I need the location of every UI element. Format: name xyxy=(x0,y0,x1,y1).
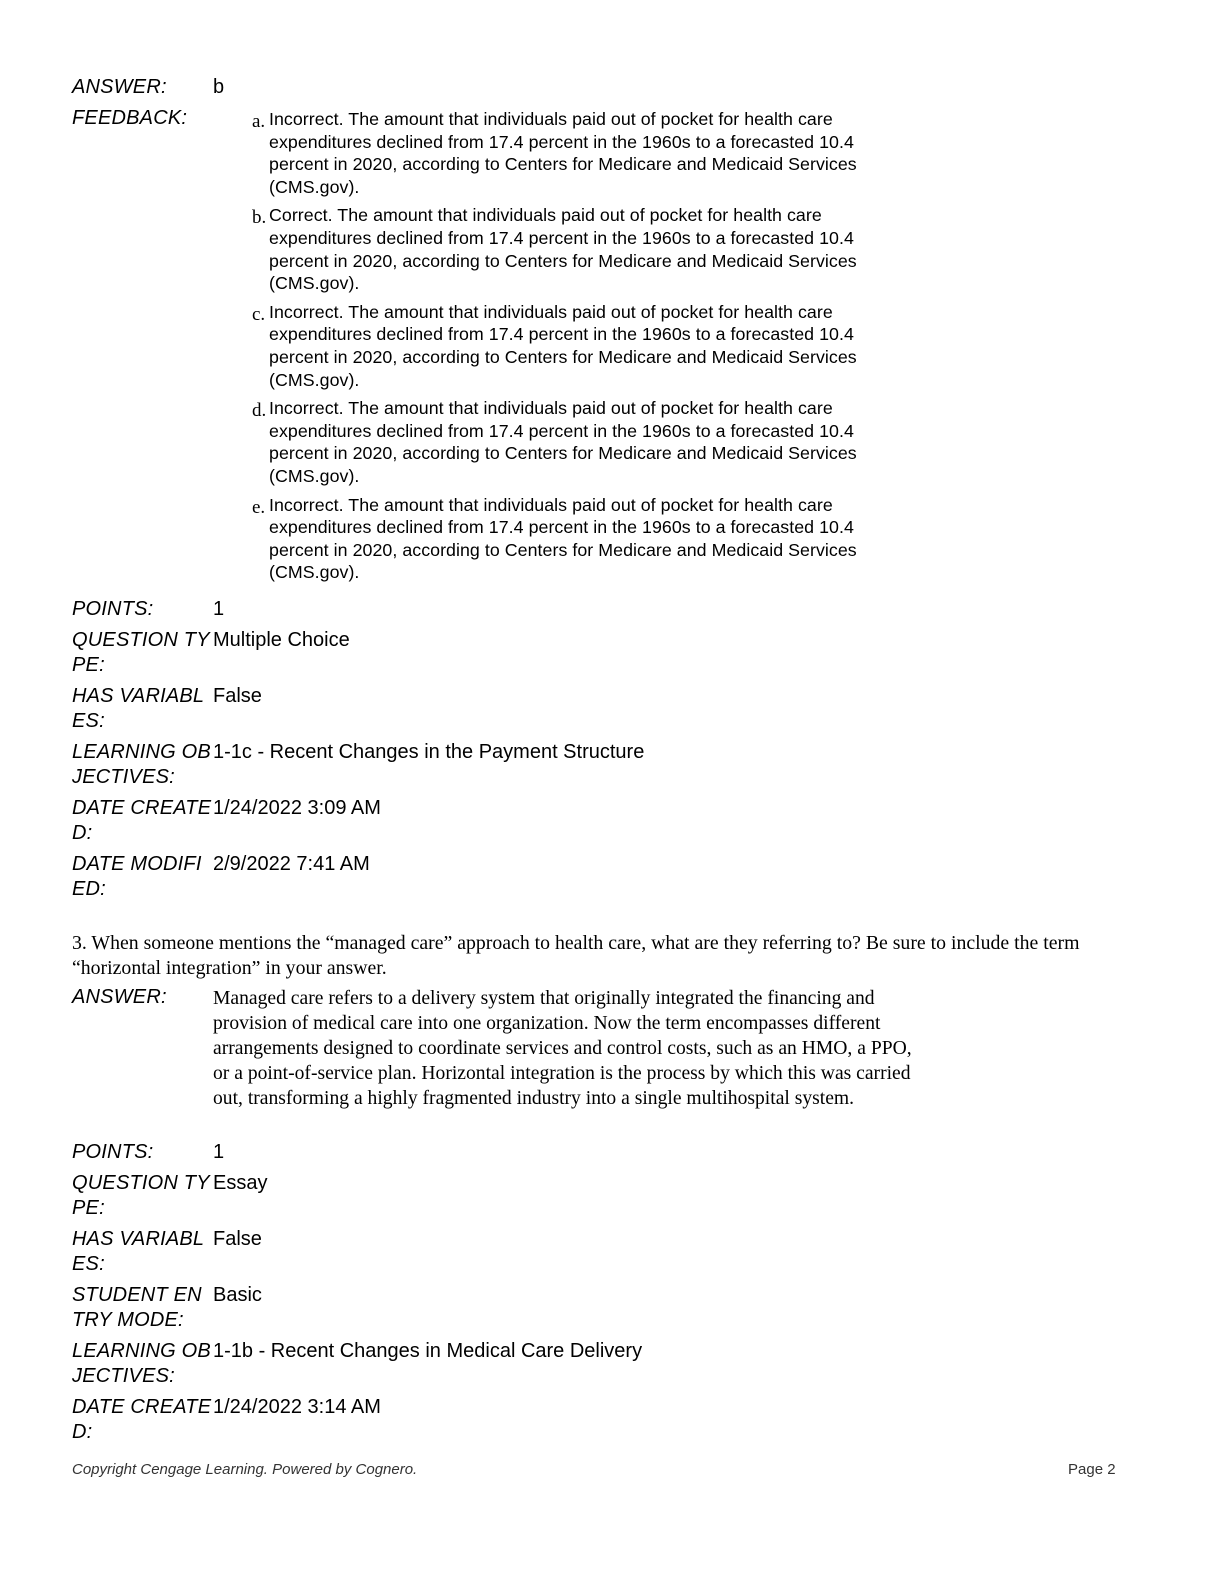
date-created-value: 1/24/2022 3:14 AM xyxy=(213,1396,381,1418)
q3-answer-row xyxy=(72,985,1152,1135)
q2-answer-row xyxy=(72,75,1152,100)
learning-objectives-value: 1-1b - Recent Changes in Medical Care Delivery xyxy=(213,1340,643,1362)
feedback-item-a xyxy=(252,108,892,198)
q3-points-row xyxy=(72,1140,1152,1165)
feedback-item-e xyxy=(252,494,892,584)
q2-has-variables-row xyxy=(72,684,1152,734)
q3-question-type-row xyxy=(72,1171,1152,1221)
essay-answer-text: Managed care refers to a delivery system that originally integrated the financing and provision of medical care into one organization. Now the term encompasses different arrangements designed to coordinate services and control costs, such as an HMO, a PPO, or a point-of-service plan. Horizontal integration is the process by which this was carried out, transforming a highly fragmented industry into a single multihospital system. xyxy=(213,988,912,1109)
q3-has-variables-row xyxy=(72,1227,1152,1277)
learning-objectives-value: 1-1c - Recent Changes in the Payment Structure xyxy=(213,741,645,763)
points-value: 1 xyxy=(213,1141,225,1163)
q3-student-entry-mode-row xyxy=(72,1283,1152,1333)
question-type-value: Essay xyxy=(213,1172,268,1194)
feedback-text: Incorrect. The amount that individuals paid out of pocket for health care expenditures declined from 17.4 percent in the 1960s to a forecasted 10.4 percent in 2020, according to Centers for Medicare and Medicaid Services (CMS.gov). xyxy=(269,301,857,390)
feedback-text: Incorrect. The amount that individuals paid out of pocket for health care expenditures declined from 17.4 percent in the 1960s to a forecasted 10.4 percent in 2020, according to Centers for Medicare and Medicaid Services (CMS.gov). xyxy=(269,494,857,583)
date-modified-label: DATE MODIFIED: xyxy=(72,853,202,900)
has-variables-value: False xyxy=(213,1228,262,1250)
q2-points-row xyxy=(72,597,1152,622)
feedback-text: Correct. The amount that individuals paid out of pocket for health care expenditures declined from 17.4 percent in the 1960s to a forecasted 10.4 percent in 2020, according to Centers for Medicare and Medicaid Services (CMS.gov). xyxy=(269,205,857,294)
question-type-label: QUESTION TYPE: xyxy=(72,1172,210,1219)
footer-copyright: Copyright Cengage Learning. Powered by Cognero. xyxy=(72,1461,418,1478)
feedback-text: Incorrect. The amount that individuals paid out of pocket for health care expenditures declined from 17.4 percent in the 1960s to a forecasted 10.4 percent in 2020, according to Centers for Medicare and Medicaid Services (CMS.gov). xyxy=(269,398,857,486)
student-entry-mode-value: Basic xyxy=(213,1284,262,1306)
learning-objectives-label: LEARNING OBJECTIVES: xyxy=(72,1340,211,1387)
feedback-letter: c. xyxy=(252,303,266,325)
feedback-item-b xyxy=(252,204,887,294)
has-variables-label: HAS VARIABLES: xyxy=(72,1228,205,1275)
feedback-item-d xyxy=(252,397,892,487)
feedback-text: Incorrect. The amount that individuals paid out of pocket for health care expenditures declined from 17.4 percent in the 1960s to a forecasted 10.4 percent in 2020, according to Centers for Medicare and Medicaid Services (CMS.gov). xyxy=(269,109,857,197)
answer-value: b xyxy=(213,76,225,98)
q2-feedback-row xyxy=(72,106,1152,596)
answer-label: ANSWER: xyxy=(72,76,167,98)
feedback-label: FEEDBACK: xyxy=(72,107,188,129)
has-variables-value: False xyxy=(213,685,262,707)
learning-objectives-label: LEARNING OBJECTIVES: xyxy=(72,741,211,788)
date-created-label: DATE CREATED: xyxy=(72,797,212,844)
footer-page-number: Page 2 xyxy=(1068,1461,1116,1478)
q2-date-modified-row xyxy=(72,852,1152,902)
question-3-text: 3. When someone mentions the “managed care” approach to health care, what are they referring to? Be sure to include the term “horizontal integration” in your answer. xyxy=(72,932,1080,979)
feedback-letter: b. xyxy=(252,207,267,229)
points-label: POINTS: xyxy=(72,1141,154,1163)
points-value: 1 xyxy=(213,598,225,620)
date-created-label: DATE CREATED: xyxy=(72,1396,212,1443)
has-variables-label: HAS VARIABLES: xyxy=(72,685,205,732)
question-type-label: QUESTION TYPE: xyxy=(72,629,210,676)
date-created-value: 1/24/2022 3:09 AM xyxy=(213,797,381,819)
feedback-item-c xyxy=(252,301,892,391)
feedback-letter: d. xyxy=(252,400,267,422)
feedback-letter: e. xyxy=(252,496,266,518)
q2-date-created-row xyxy=(72,796,1152,846)
answer-label: ANSWER: xyxy=(72,986,167,1008)
feedback-list xyxy=(252,108,892,590)
feedback-letter: a. xyxy=(252,111,266,132)
question-type-value: Multiple Choice xyxy=(213,629,350,651)
points-label: POINTS: xyxy=(72,598,154,620)
q2-learning-objectives-row xyxy=(72,740,1152,790)
student-entry-mode-label: STUDENT ENTRY MODE: xyxy=(72,1284,202,1331)
q2-question-type-row xyxy=(72,628,1152,678)
q3-date-created-row xyxy=(72,1395,1152,1445)
q3-learning-objectives-row xyxy=(72,1339,1152,1389)
date-modified-value: 2/9/2022 7:41 AM xyxy=(213,853,370,875)
